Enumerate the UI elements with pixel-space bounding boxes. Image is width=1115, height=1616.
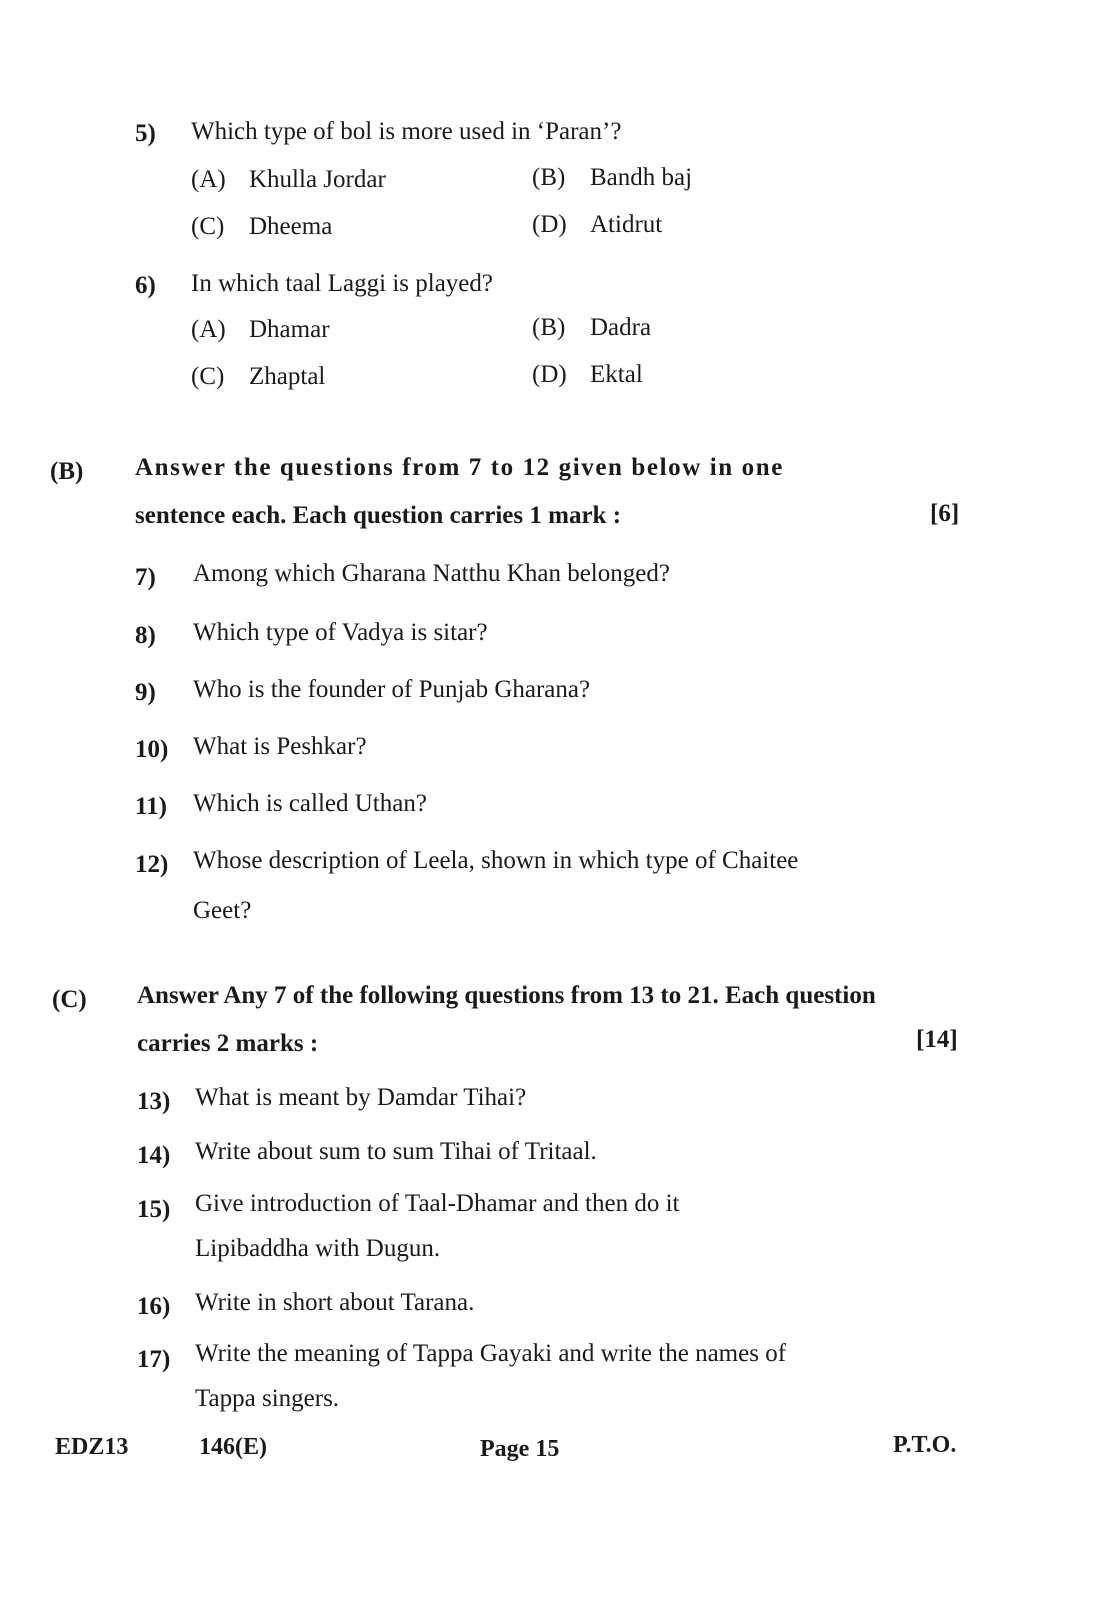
question-number: 12) — [135, 851, 169, 878]
option-text: Atidrut — [590, 211, 663, 238]
question-text-continued: Geet? — [193, 897, 252, 924]
question-text: In which taal Laggi is played? — [191, 270, 493, 297]
option-b — [532, 314, 651, 342]
option-label: (D) — [532, 211, 567, 238]
option-text: Ektal — [590, 361, 643, 388]
section-marks: [6] — [930, 500, 960, 527]
question-text-continued: Lipibaddha with Dugun. — [195, 1235, 441, 1262]
question-text: Which type of bol is more used in ‘Paran’? — [191, 118, 622, 145]
section-heading-line2: sentence each. Each question carries 1 mark : — [135, 502, 622, 529]
option-label: (A) — [191, 316, 226, 343]
question-text: Whose description of Leela, shown in which type of Chaitee — [193, 847, 799, 874]
option-d — [532, 211, 662, 239]
question-text: Among which Gharana Natthu Khan belonged? — [193, 560, 670, 587]
question-text: Who is the founder of Punjab Gharana? — [193, 676, 591, 703]
please-turn-over: P.T.O. — [893, 1432, 957, 1458]
question-number: 16) — [137, 1293, 171, 1320]
question-number: 9) — [135, 679, 156, 706]
question-number: 15) — [137, 1196, 171, 1223]
question-number: 17) — [137, 1346, 171, 1373]
option-b — [532, 164, 692, 192]
exam-code: EDZ13 — [55, 1434, 129, 1460]
question-number: 10) — [135, 736, 169, 763]
option-label: (A) — [191, 166, 226, 193]
page-number: Page 15 — [480, 1436, 560, 1462]
option-text: Zhaptal — [249, 363, 326, 390]
section-marks: [14] — [916, 1026, 958, 1053]
question-number: 13) — [137, 1088, 171, 1115]
question-text: Write the meaning of Tappa Gayaki and write the names of — [195, 1340, 787, 1367]
option-a — [191, 166, 386, 194]
option-label: (B) — [532, 314, 566, 341]
question-number: 11) — [135, 793, 167, 820]
section-label: (C) — [52, 986, 87, 1013]
section-heading-line1: Answer Any 7 of the following questions from 13 to 21. Each question — [137, 982, 876, 1009]
question-number: 5) — [135, 120, 156, 147]
question-text: What is Peshkar? — [193, 733, 367, 760]
option-text: Dadra — [590, 314, 652, 341]
question-text-continued: Tappa singers. — [195, 1385, 340, 1412]
section-heading-line2: carries 2 marks : — [137, 1030, 319, 1057]
option-label: (C) — [191, 363, 225, 390]
section-heading-line1: Answer the questions from 7 to 12 given below in one — [135, 454, 784, 481]
question-number: 7) — [135, 564, 156, 591]
question-text: What is meant by Damdar Tihai? — [195, 1084, 527, 1111]
question-text: Write about sum to sum Tihai of Tritaal. — [195, 1138, 597, 1165]
option-text: Khulla Jordar — [249, 166, 386, 193]
option-text: Dhamar — [249, 316, 330, 343]
option-text: Bandh baj — [590, 164, 693, 191]
question-text: Which type of Vadya is sitar? — [193, 619, 488, 646]
option-c — [191, 213, 332, 241]
section-label: (B) — [50, 458, 84, 485]
option-text: Dheema — [249, 213, 333, 240]
option-label: (C) — [191, 213, 225, 240]
question-number: 14) — [137, 1142, 171, 1169]
question-text: Give introduction of Taal-Dhamar and then do it — [195, 1190, 680, 1217]
option-c — [191, 363, 325, 391]
option-label: (D) — [532, 361, 567, 388]
question-text: Which is called Uthan? — [193, 790, 427, 817]
paper-code: 146(E) — [199, 1434, 267, 1460]
option-a — [191, 316, 330, 344]
question-number: 8) — [135, 622, 156, 649]
question-number: 6) — [135, 272, 156, 299]
question-text: Write in short about Tarana. — [195, 1289, 475, 1316]
option-label: (B) — [532, 164, 566, 191]
option-d — [532, 361, 643, 389]
